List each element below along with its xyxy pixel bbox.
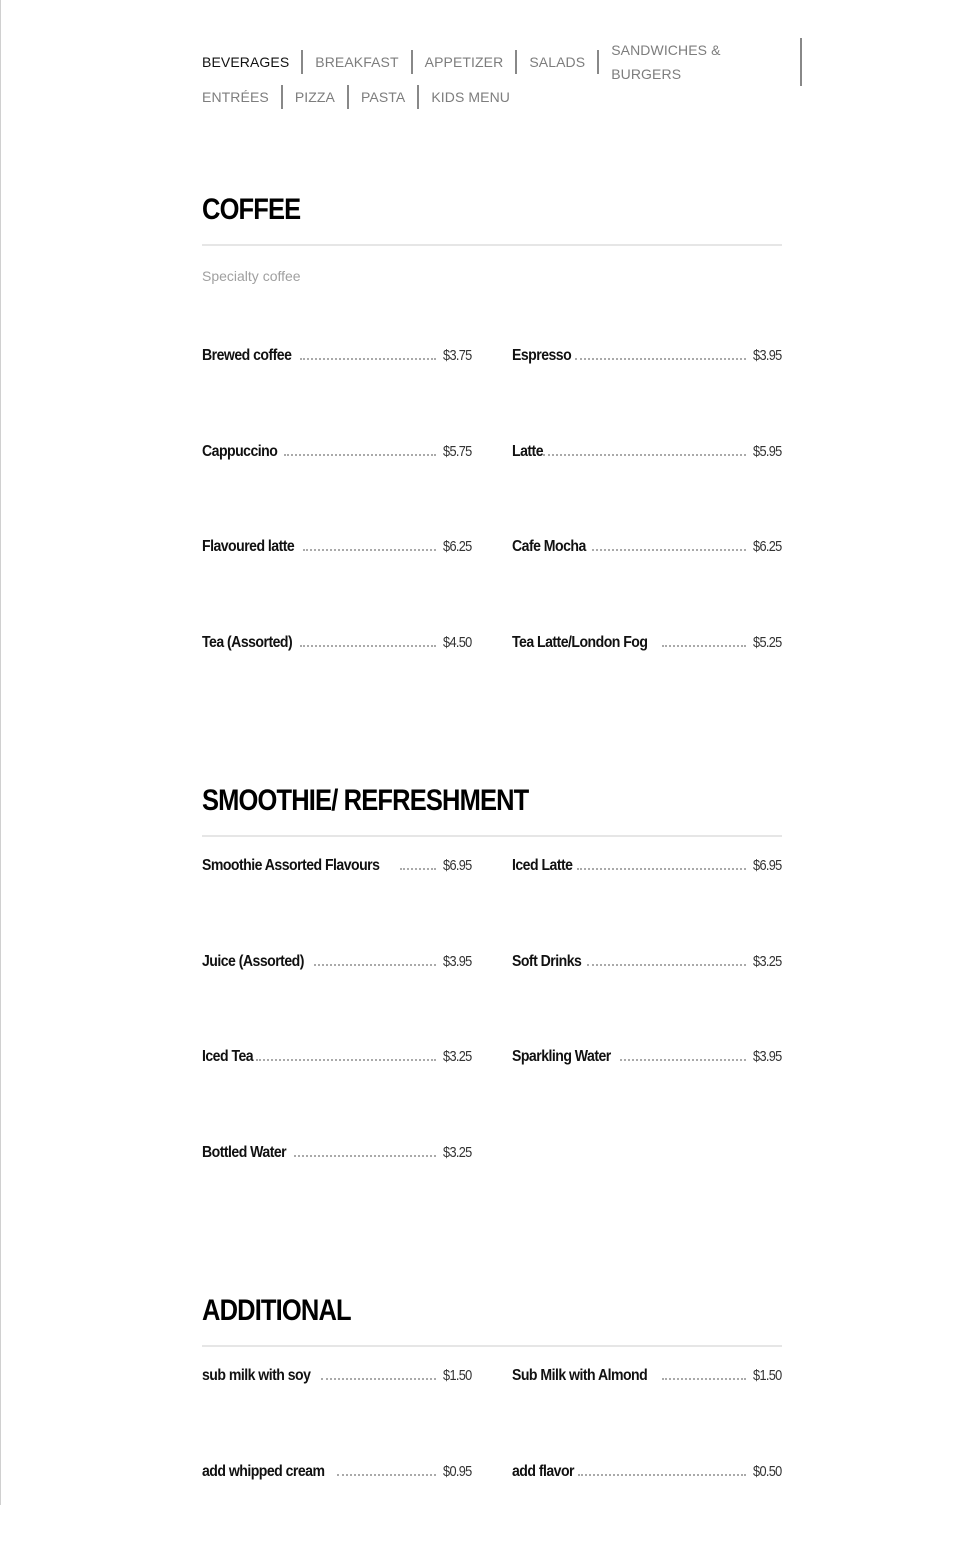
item-price: $3.25 <box>443 1048 472 1066</box>
item-price: $5.75 <box>443 442 472 460</box>
menu-item <box>512 1367 782 1389</box>
menu-item <box>512 538 782 560</box>
section-divider <box>202 835 782 837</box>
category-nav <box>202 41 802 114</box>
item-name: add flavor <box>512 1462 575 1480</box>
menu-item <box>512 857 782 879</box>
item-price: $6.25 <box>753 538 782 556</box>
dot-leader <box>662 1378 747 1380</box>
item-name: Brewed coffee <box>202 347 292 364</box>
item-price: $1.50 <box>443 1367 472 1384</box>
item-price: $3.25 <box>443 1143 472 1161</box>
dot-leader <box>294 1155 437 1157</box>
menu-items-additional <box>202 1367 782 1558</box>
section-divider <box>202 1345 782 1347</box>
nav-link-kids-menu[interactable]: KIDS MENU <box>431 88 511 105</box>
nav-link-breakfast[interactable]: BREAKFAST <box>303 50 412 74</box>
menu-item <box>512 1048 782 1070</box>
dot-leader <box>303 549 437 551</box>
item-price: $0.50 <box>753 1462 782 1480</box>
item-name: Sub Milk with Almond <box>512 1367 648 1384</box>
menu-item <box>202 953 472 975</box>
menu-item <box>202 1144 472 1166</box>
item-name: Tea Latte/London Fog <box>512 633 648 651</box>
menu-items-smoothie <box>202 857 782 1239</box>
item-name: sub milk with soy <box>202 1367 311 1384</box>
item-price: $5.25 <box>753 633 782 651</box>
dot-leader <box>578 1474 746 1476</box>
dot-leader <box>300 645 436 647</box>
menu-item <box>512 634 782 656</box>
section-divider <box>202 244 782 246</box>
item-price: $3.95 <box>753 1048 782 1066</box>
item-name: Sparkling Water <box>512 1048 611 1066</box>
category-nav-row <box>202 41 802 82</box>
item-name: Smoothie Assorted Flavours <box>202 857 380 874</box>
menu-item <box>202 634 472 656</box>
nav-link-salads[interactable]: SALADS <box>517 50 599 74</box>
item-name: Cafe Mocha <box>512 538 586 556</box>
item-price: $6.95 <box>753 857 782 874</box>
dot-leader <box>587 964 747 966</box>
item-name: Cappuccino <box>202 442 278 460</box>
menu-items-coffee <box>202 347 782 729</box>
item-price: $3.75 <box>443 347 472 364</box>
section-title: SMOOTHIE/ REFRESHMENT <box>202 784 529 817</box>
menu-item <box>512 1463 782 1485</box>
item-name: Flavoured latte <box>202 538 295 556</box>
nav-link-entr-es[interactable]: ENTRÉES <box>202 85 283 109</box>
menu-item <box>202 857 472 879</box>
menu-item <box>202 538 472 560</box>
item-price: $1.50 <box>753 1367 782 1384</box>
menu-item <box>512 443 782 465</box>
dot-leader <box>314 964 437 966</box>
section-subtitle: Specialty coffee <box>202 268 301 284</box>
menu-item <box>512 953 782 975</box>
dot-leader <box>543 454 746 456</box>
menu-item <box>202 1463 472 1485</box>
item-price: $3.95 <box>753 347 782 364</box>
item-name: Espresso <box>512 347 572 364</box>
item-price: $6.95 <box>443 857 472 874</box>
item-name: Iced Tea <box>202 1048 254 1066</box>
dot-leader <box>575 358 746 360</box>
nav-link-sandwiches-burgers[interactable]: SANDWICHES & BURGERS <box>599 38 802 86</box>
menu-item <box>512 347 782 369</box>
item-name: Latte <box>512 442 544 460</box>
item-name: Bottled Water <box>202 1143 287 1161</box>
section-additional <box>202 1291 782 1347</box>
item-name: Juice (Assorted) <box>202 952 304 970</box>
nav-link-pasta[interactable]: PASTA <box>349 85 419 109</box>
menu-item <box>202 347 472 369</box>
dot-leader <box>321 1378 436 1380</box>
item-price: $4.50 <box>443 633 472 651</box>
nav-link-beverages[interactable]: BEVERAGES <box>202 50 303 74</box>
dot-leader <box>256 1059 436 1061</box>
dot-leader <box>337 1474 436 1476</box>
section-title: COFFEE <box>202 193 301 226</box>
dot-leader <box>284 454 437 456</box>
item-name: Tea (Assorted) <box>202 633 293 651</box>
dot-leader <box>300 358 437 360</box>
item-price: $5.95 <box>753 442 782 460</box>
dot-leader <box>400 868 437 870</box>
item-name: Soft Drinks <box>512 952 582 970</box>
menu-item <box>202 1367 472 1389</box>
dot-leader <box>620 1059 746 1061</box>
section-coffee <box>202 190 782 284</box>
dot-leader <box>662 645 747 647</box>
nav-link-pizza[interactable]: PIZZA <box>283 85 349 109</box>
menu-item <box>202 1048 472 1070</box>
dot-leader <box>577 868 747 870</box>
item-price: $3.95 <box>443 952 472 970</box>
menu-item <box>202 443 472 465</box>
nav-link-appetizer[interactable]: APPETIZER <box>413 50 518 74</box>
item-name: add whipped cream <box>202 1462 325 1480</box>
item-price: $6.25 <box>443 538 472 556</box>
item-name: Iced Latte <box>512 857 573 874</box>
item-price: $0.95 <box>443 1462 472 1480</box>
dot-leader <box>592 549 747 551</box>
section-smoothie <box>202 781 782 837</box>
section-title: ADDITIONAL <box>202 1294 351 1327</box>
item-price: $3.25 <box>753 952 782 970</box>
